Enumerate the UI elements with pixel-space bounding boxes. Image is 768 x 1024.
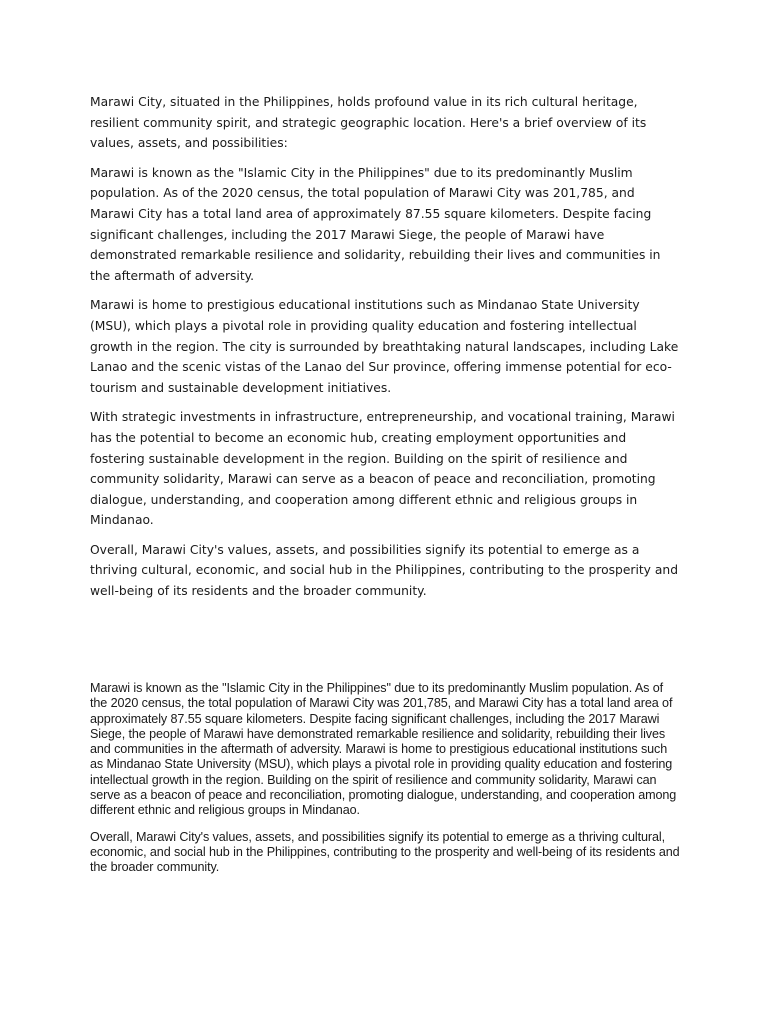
identity-paragraph: Marawi is known as the "Islamic City in the Philippines" due to its predominantly Muslim population. As of the 2020 census, the total population of Marawi City was 201,785, and Marawi City has a total land area of approximately 87.55 square kilometers. Despite facing significant challenges, including the 2017 Marawi Siege, the people of Marawi have demonstrated remarkable resilience and solidarity, rebuilding their lives and communities in the aftermath of adversity. bbox=[90, 165, 661, 283]
overview-section bbox=[90, 92, 682, 611]
conclusion-paragraph: Overall, Marawi City's values, assets, and possibilities signify its potential to emerge as a thriving cultural, economic, and social hub in the Philippines, contributing to the prosperity and well-being of its residents and the broader community. bbox=[90, 542, 678, 599]
summary-section bbox=[90, 681, 680, 887]
education-paragraph: Marawi is home to prestigious educational institutions such as Mindanao State University (MSU), which plays a pivotal role in providing quality education and fostering intellectual growth in the region. The city is surrounded by breathtaking natural landscapes, including Lake Lanao and the scenic vistas of the Lanao del Sur province, offering immense potential for eco-tourism and sustainable development initiatives. bbox=[90, 298, 679, 395]
intro-paragraph: Marawi City, situated in the Philippines, holds profound value in its rich cultural heritage, resilient community spirit, and strategic geographic location. Here's a brief overview of its values, assets, and possibilities: bbox=[90, 95, 647, 151]
summary-conclusion-paragraph: Overall, Marawi City's values, assets, and possibilities signify its potential to emerge as a thriving cultural, economic, and social hub in the Philippines, contributing to the prosperity and well-being of its residents and the broader community. bbox=[90, 829, 680, 875]
economy-paragraph: With strategic investments in infrastructure, entrepreneurship, and vocational training, Marawi has the potential to become an economic hub, creating employment opportunities and fostering sustainable development in the region. Building on the spirit of resilience and community solidarity, Marawi can serve as a beacon of peace and reconciliation, promoting dialogue, understanding, and cooperation among different ethnic and religious groups in Mindanao. bbox=[90, 410, 675, 528]
summary-paragraph: Marawi is known as the "Islamic City in the Philippines" due to its predominantly Muslim population. As of the 2020 census, the total population of Marawi City was 201,785, and Marawi City has a total land area of approximately 87.55 square kilometers. Despite facing significant challenges, including the 2017 Marawi Siege, the people of Marawi have demonstrated remarkable resilience and solidarity, rebuilding their lives and communities in the aftermath of adversity. Marawi is home to prestigious educational institutions such as Mindanao State University (MSU), which plays a pivotal role in providing quality education and fostering intellectual growth in the region. Building on the spirit of resilience and community solidarity, Marawi can serve as a beacon of peace and reconciliation, promoting dialogue, understanding, and cooperation among different ethnic and religious groups in Mindanao. bbox=[90, 681, 677, 818]
